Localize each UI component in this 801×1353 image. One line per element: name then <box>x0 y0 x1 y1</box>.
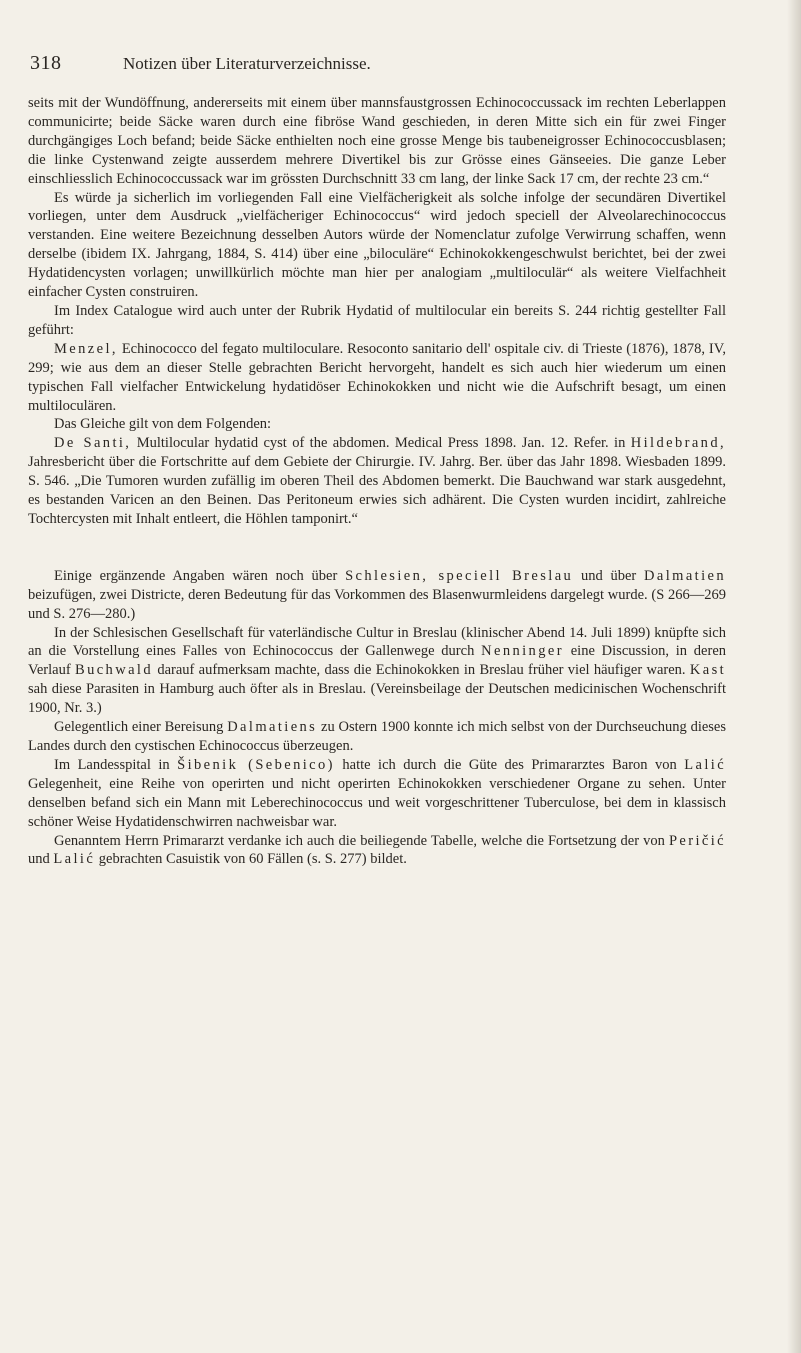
paragraph-11 <box>28 832 726 870</box>
paragraph-9 <box>28 718 726 756</box>
place-sibenik: Šibenik (Sebenico) <box>177 756 335 773</box>
paragraph-2: Es würde ja sicherlich im vorliegenden Fall eine Vielfächerigkeit als solche infolge der secundären Divertikel vorliegen, unter dem Ausdruck „vielfächeriger Echinococcus“ wird jedoch speciell der Alveolarechinococcus verstanden. Eine weitere Bezeichnung desselben Autors würde der Nomenclatur zufolge Verwirrung schaffen, wenn derselbe (ibidem IX. Jahrgang, 1884, S. 414) über eine „biloculäre“ Echinokokkengeschwulst berichtet, bei der zwei Hydatidencysten vorlagen; unwillkürlich möchte man hier per analogiam „multiloculär“ als weitere Vielfachheit einfacher Cysten construiren. <box>28 189 726 301</box>
paragraph-7 <box>28 567 726 624</box>
region-dalmatiens: Dalmatiens <box>227 719 318 736</box>
breslau-text-3: darauf aufmerksam machte, dass die Echinokokken in Breslau früher viel häufiger waren. <box>157 662 686 679</box>
travel-text-1: Gelegentlich einer Bereisung <box>54 719 224 736</box>
menzel-text: Resoconto sanitario dell' ospitale civ. di Trieste (1876), 1878, IV, 299; wie aus dem an dieser Stelle gebrachten Bericht hervorgeht, handelt es sich auch hier wiederum um einen typischen Fall vielfacher Entwickelung hydatidöser Echinokokken und nicht wie die Aufschrift besagt, um einen multiloculären. <box>28 340 726 414</box>
author-menzel: Menzel, <box>54 340 118 357</box>
hospital-text-3: Gelegenheit, eine Reihe von operirten und nicht operirten Echinokokken verschiedener Organe zu sehen. Unter denselben befand sich ein Mann mit Leberechinococcus und weit vorgeschrittener Tuberculose, bei dem in klassisch schöner Weise Hydatidenschwirren nachweisbar war. <box>28 775 726 830</box>
running-title: Notizen über Literaturverzeichnisse. <box>123 54 371 73</box>
paragraph-4 <box>28 340 726 416</box>
page-number: 318 <box>30 52 62 74</box>
thanks-text-1: Genanntem Herrn Primararzt verdanke ich auch die beiliegende Tabelle, welche die Fortsetzung der von <box>54 832 665 849</box>
breslau-text-2: eine Discussion, in deren Verlauf <box>28 643 727 679</box>
de-santi-text: Multilocular hydatid cyst of the abdomen. Medical Press 1898. Jan. 12. Refer. in <box>136 435 626 452</box>
paragraph-1: seits mit der Wundöffnung, andererseits mit einem über mannsfaustgrossen Echinococcussack im rechten Leberlappen communicirte; beide Säcke waren durch eine fibröse Wand geschieden, in deren Mitte sich ein für zwei Finger durchgängiges Loch befand; beide Säcke enthielten noch eine grosse Menge bis taubeneigrosser Echinococcusblasen; die linke Cystenwand zeigte ausserdem mehrere Divertikel bis zur Grösse eines Gänseeies. Die ganze Leber einschliesslich Echinococcussack war im grössten Durchschnitt 33 cm lang, der linke Sack 17 cm, der rechte 23 cm.“ <box>28 95 726 187</box>
hospital-text-1: Im Landesspital in <box>54 756 170 773</box>
hospital-text-2: hatte ich durch die Güte des Primararztes Baron von <box>342 756 677 773</box>
author-hildebrand: Hildebrand, <box>630 435 726 452</box>
paragraph-10 <box>28 756 726 832</box>
paragraph-5: Das Gleiche gilt von dem Folgenden: <box>54 416 272 433</box>
paragraph-6 <box>28 434 726 529</box>
supplement-and: und über <box>580 567 637 584</box>
supplement-rest: beizufügen, zwei Districte, deren Bedeutung für das Vorkommen des Blasenwurmleidens dargelegt wurde. (S 266—269 und S. 276—280.) <box>28 586 726 622</box>
author-de-santi: De Santi, <box>54 435 132 452</box>
breslau-text-1: In der Schlesischen Gesellschaft für vaterländische Cultur in Breslau (klinischer Abend 14. Juli 1899) knüpfte sich an die Vorstellung eines Falles von Echinococcus der Gallenwege durch <box>28 624 726 660</box>
thanks-text-2: gebrachten Casuistik von 60 Fällen (s. S. 277) bildet. <box>98 851 407 868</box>
paragraph-8 <box>28 624 726 719</box>
page-header <box>28 52 761 80</box>
hildebrand-text: Jahresbericht über die Fortschritte auf dem Gebiete der Chirurgie. IV. Jahrg. Ber. über das Jahr 1898. Wiesbaden 1899. S. 546. „Die Tumoren wurden zufällig im oberen Theil des Abdomen bemerkt. Die Bauchwand war stark ausgedehnt, es bestanden Varicen an den Beinen. Das Peritoneum erwies sich adhärent. Die Cysten wurden incidirt, zahlreiche Tochtercysten mit Inhalt entleert, die Höhlen tamponirt.“ <box>28 454 726 527</box>
body-text <box>28 94 726 869</box>
author-lalic-2: Lalić <box>53 851 96 868</box>
author-pericic: Peričić <box>668 832 727 849</box>
paragraph-3: Im Index Catalogue wird auch unter der Rubrik Hydatid of multilocular ein bereits S. 244 richtig gestellter Fall geführt: <box>28 302 726 338</box>
author-lalic: Lalić <box>684 756 727 773</box>
thanks-and: und <box>28 851 50 868</box>
travel-text-2: zu Ostern 1900 konnte ich mich selbst von der Durchseuchung dieses Landes durch den cystischen Echinococcus überzeugen. <box>28 719 727 754</box>
page-edge-shadow <box>787 0 801 1353</box>
menzel-title: Echinococco del fegato multiloculare. <box>121 340 344 357</box>
supplement-intro: Einige ergänzende Angaben wären noch über <box>54 567 338 584</box>
author-buchwald: Buchwald <box>75 662 153 679</box>
region-dalmatien: Dalmatien <box>644 567 727 584</box>
author-kast: Kast <box>689 662 727 679</box>
region-schlesien: Schlesien, speciell Breslau <box>345 567 574 584</box>
breslau-text-4: sah diese Parasiten in Hamburg auch öfter als in Breslau. (Vereinsbeilage der Deutschen medicinischen Wochenschrift 1900, Nr. 3.) <box>28 681 726 717</box>
author-nenninger: Nenninger <box>481 643 564 660</box>
